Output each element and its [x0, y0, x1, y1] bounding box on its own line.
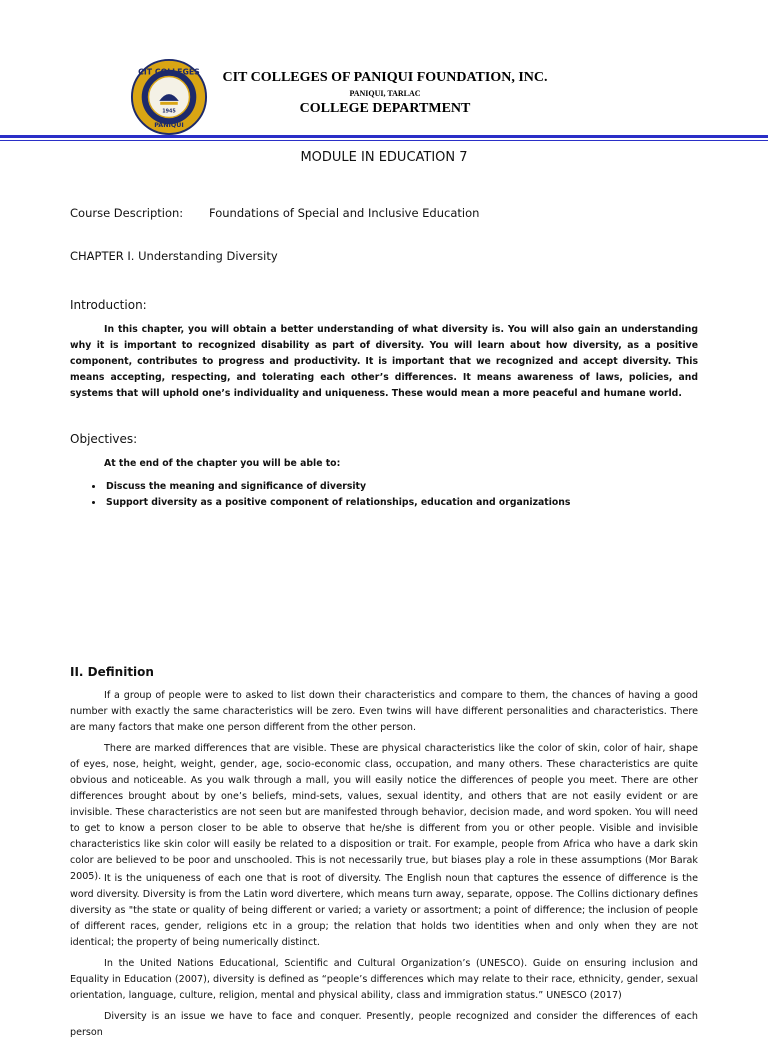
- definition-paragraph: It is the uniqueness of each one that is root of diversity. The English noun that captures the essence of difference is the word diversity. Diversity is from the Latin word divertere, which means turn away, separate, oppose. The Collins dictionary defines diversity as "the state or quality of being different or varied; a variety or assortment; a point of difference; the inclusion of people of different races, gender, religions etc in a group; the relation that holds two identities when and only when they are not identical; the property of being numerically distinct.: [70, 873, 698, 948]
- institution-name: CIT COLLEGES OF PANIQUI FOUNDATION, INC.: [222, 70, 548, 85]
- objectives-lead: At the end of the chapter you will be able to:: [104, 458, 341, 469]
- seal-text-top: CIT COLLEGES: [138, 67, 200, 77]
- seal-year: 1945: [162, 108, 176, 115]
- definition-paragraph: There are marked differences that are visible. These are physical characteristics like the color of skin, color of hair, shape of eyes, nose, height, weight, gender, age, socio-economic class, occupation, and many others. These characteristics are quite obvious and noticeable. As you walk through a mall, you will easily notice the differences of people you meet. There are other differences brought about by one’s beliefs, mind-sets, values, sexual identity, and others that are not easily evident or are invisible. These characteristics are not seen but are manifested through behavior, decision made, and word spoken. You will need to get to know a person closer to be able to observe that he/she is different from you or other people. Visible and invisible characteristics like skin color will easily be related to a disposition or trait. For example, people from Africa who have a dark skin color are believed to be poor and unschooled. This is not necessarily true, but biases play a role in these assumptions (Mor Barak 2005).: [70, 743, 698, 882]
- department-name: COLLEGE DEPARTMENT: [299, 101, 471, 116]
- objectives-heading: Objectives:: [70, 432, 138, 446]
- definition-heading: II. Definition: [70, 665, 154, 679]
- objective-item: • Discuss the meaning and significance of diversity: [104, 479, 570, 495]
- objective-item: • Support diversity as a positive component of relationships, education and organizations: [104, 495, 570, 511]
- module-title: MODULE IN EDUCATION 7: [300, 150, 468, 165]
- course-description-value: Foundations of Special and Inclusive Education: [209, 206, 480, 220]
- definition-paragraph: In the United Nations Educational, Scientific and Cultural Organization’s (UNESCO). Guide on ensuring inclusion and Equality in Education (2007), diversity is defined as “people’s differences which may relate to their race, ethnicity, gender, sexual orientation, language, culture, religion, mental and physical ability, class and immigration status.” UNESCO (2017): [70, 958, 698, 1001]
- institution-location: PANIQUI, TARLAC: [349, 89, 421, 98]
- header-rule-thin: [0, 140, 768, 141]
- definition-paragraph: If a group of people were to asked to list down their characteristics and compare to them, the chances of having a good number with exactly the same characteristics will be zero. Even twins will have different personalities and characteristics. There are many factors that make one person different from the other person.: [70, 690, 698, 733]
- header-rule-thick: [0, 135, 768, 138]
- introduction-paragraph: In this chapter, you will obtain a better understanding of what diversity is. You will also gain an understanding why it is important to recognized disability as part of diversity. You will learn about how diversity, as a positive component, contributes to progress and productivity. It is important that we recognized and accept diversity. This means accepting, respecting, and tolerating each other’s differences. It means awareness of laws, policies, and systems that will uphold one’s individuality and uniqueness. These would mean a more peaceful and humane world.: [70, 324, 698, 399]
- chapter-title: CHAPTER I. Understanding Diversity: [70, 249, 278, 263]
- objectives-list: [82, 479, 570, 511]
- course-description-label: Course Description:: [70, 206, 184, 220]
- college-seal-logo: [130, 58, 208, 136]
- definition-paragraph: Diversity is an issue we have to face and conquer. Presently, people recognized and consider the differences of each person: [70, 1011, 698, 1038]
- introduction-heading: Introduction:: [70, 298, 147, 312]
- seal-text-bottom: PANIQUI: [154, 122, 184, 130]
